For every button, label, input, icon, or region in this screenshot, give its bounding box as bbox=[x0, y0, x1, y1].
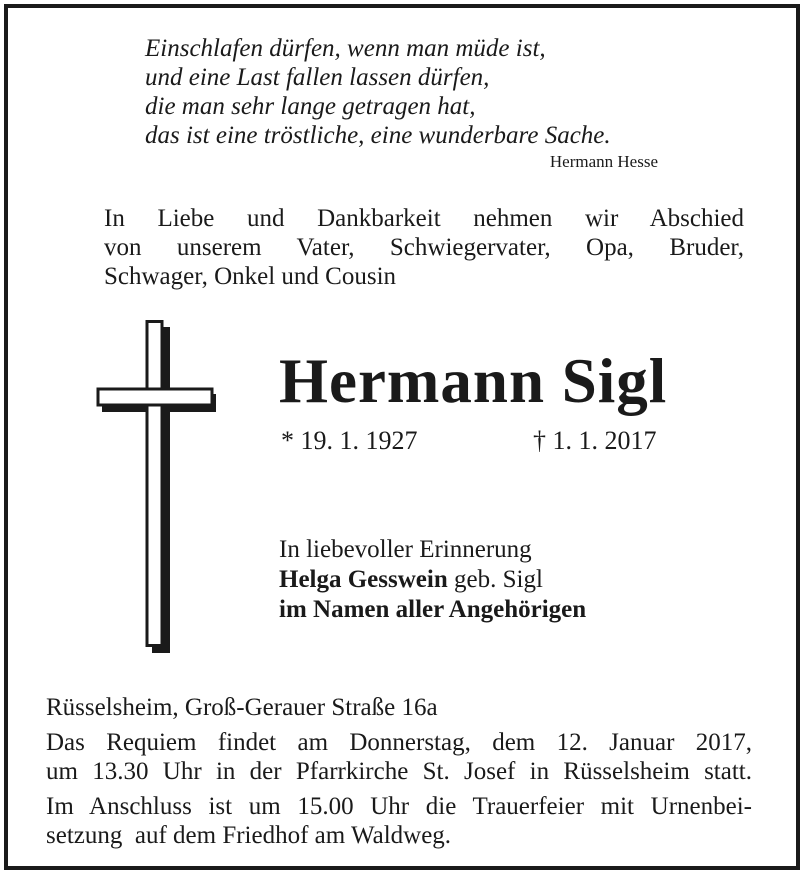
family-line: im Namen aller Angehörigen bbox=[279, 596, 587, 623]
ceremony-line: setzung auf dem Friedhof am Waldweg. bbox=[46, 822, 452, 849]
intro-line: von unserem Vater, Schwiegervater, Opa, Bruder, bbox=[104, 234, 744, 261]
poem-author: Hermann Hesse bbox=[549, 152, 658, 171]
service-details bbox=[46, 693, 752, 850]
poem-line: die man sehr lange getragen hat, bbox=[145, 93, 476, 120]
poem-line: Einschlafen dürfen, wenn man müde ist, bbox=[145, 35, 546, 62]
birth-date: * 19. 1. 1927 bbox=[281, 426, 418, 455]
poem bbox=[145, 34, 705, 150]
mourner-maiden-name: geb. Sigl bbox=[454, 566, 543, 593]
poem-line: das ist eine tröstliche, eine wunderbare Sache. bbox=[145, 122, 611, 149]
farewell-intro bbox=[104, 204, 744, 291]
mourner-line bbox=[279, 565, 586, 595]
mourner-name: Helga Gesswein bbox=[279, 566, 448, 593]
remembrance-line: In liebevoller Erinnerung bbox=[279, 536, 532, 563]
death-date: † 1. 1. 2017 bbox=[533, 426, 657, 455]
intro-line: Schwager, Onkel und Cousin bbox=[104, 263, 397, 290]
remembrance-block bbox=[279, 535, 586, 625]
requiem-line: um 13.30 Uhr in der Pfarrkirche St. Josef in Rüsselsheim statt. bbox=[46, 758, 752, 785]
ceremony-line: Im Anschluss ist um 15.00 Uhr die Trauerfeier mit Urnenbei- bbox=[46, 793, 752, 820]
intro-line: In Liebe und Dankbarkeit nehmen wir Abschied bbox=[104, 205, 744, 232]
deceased-name: Hermann Sigl bbox=[279, 346, 668, 416]
poem-line: und eine Last fallen lassen dürfen, bbox=[145, 64, 490, 91]
address: Rüsselsheim, Groß-Gerauer Straße 16a bbox=[46, 694, 438, 721]
cross-icon bbox=[96, 320, 220, 659]
requiem-line: Das Requiem findet am Donnerstag, dem 12. Januar 2017, bbox=[46, 729, 752, 756]
